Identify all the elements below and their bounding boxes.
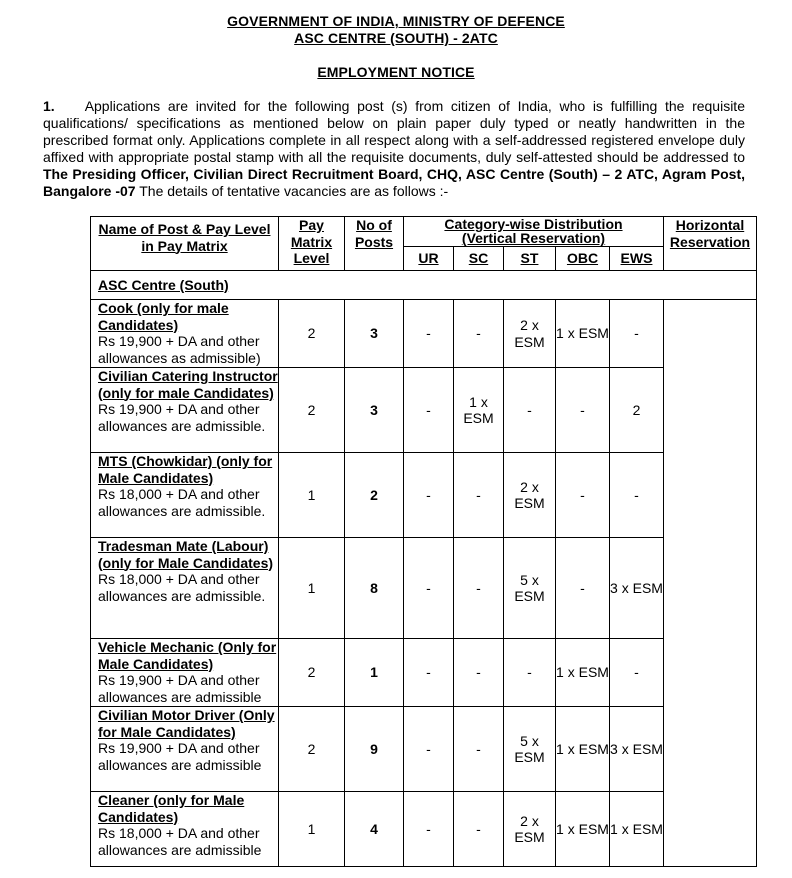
obc-value: 1 x ESM — [556, 639, 610, 707]
post-cell — [91, 368, 279, 453]
post-pay-desc: Rs 18,000 + DA and other allowances are admissible — [98, 825, 262, 858]
table-row — [91, 639, 757, 707]
header-post-name: Name of Post & Pay Level in Pay Matrix — [91, 217, 279, 271]
ews-value: - — [610, 300, 664, 368]
post-name: Tradesman Mate (Labour) (only for Male Candidates) — [98, 538, 274, 571]
sc-value: - — [454, 639, 504, 707]
obc-value: 1 x ESM — [556, 792, 610, 867]
sc-value: - — [454, 300, 504, 368]
ur-value: - — [404, 792, 454, 867]
table-row — [91, 300, 757, 368]
pay-level: 2 — [279, 368, 345, 453]
posts-count: 8 — [345, 538, 404, 639]
pay-level: 1 — [279, 538, 345, 639]
ur-value: - — [404, 368, 454, 453]
obc-value: - — [556, 538, 610, 639]
post-pay-desc: Rs 18,000 + DA and other allowances are admissible. — [98, 486, 266, 519]
st-value: - — [504, 368, 556, 453]
post-pay-desc: Rs 19,900 + DA and other allowances are admissible — [98, 672, 262, 705]
posts-count: 3 — [345, 368, 404, 453]
header-category-line1: Category-wise Distribution — [444, 216, 623, 232]
intro-text-end: The details of tentative vacancies are as follows :- — [135, 183, 449, 199]
st-value: 5 x ESM — [504, 538, 556, 639]
header-category-line2: (Vertical Reservation) — [461, 230, 606, 246]
post-cell — [91, 300, 279, 368]
st-value: 5 x ESM — [504, 707, 556, 792]
address-text: The Presiding Officer, Civilian Direct Recruitment Board, CHQ, ASC Centre (South) – 2 ATC, Agram Post, Bangalore -07 — [43, 166, 745, 199]
post-name: MTS (Chowkidar) (only for Male Candidates) — [98, 453, 273, 486]
posts-count: 1 — [345, 639, 404, 707]
table-row — [91, 538, 757, 639]
intro-paragraph — [43, 98, 745, 200]
obc-value: - — [556, 368, 610, 453]
centre-heading: ASC CENTRE (SOUTH) - 2ATC — [294, 30, 498, 46]
ews-value: - — [610, 639, 664, 707]
post-cell — [91, 707, 279, 792]
st-value: 2 x ESM — [504, 453, 556, 538]
post-name: Vehicle Mechanic (Only for Male Candidates) — [98, 639, 277, 672]
table-row — [91, 453, 757, 538]
st-value: 2 x ESM — [504, 792, 556, 867]
table-row — [91, 368, 757, 453]
st-value: - — [504, 639, 556, 707]
section-asc-centre: ASC Centre (South) — [91, 271, 757, 300]
st-value: 2 x ESM — [504, 300, 556, 368]
post-pay-desc: Rs 18,000 + DA and other allowances are admissible. — [98, 571, 266, 604]
header-obc: OBC — [556, 247, 610, 271]
ur-value: - — [404, 453, 454, 538]
ews-value: 1 x ESM — [610, 792, 664, 867]
ur-value: - — [404, 707, 454, 792]
posts-count: 3 — [345, 300, 404, 368]
pay-level: 1 — [279, 453, 345, 538]
table-row — [91, 707, 757, 792]
ews-value: 3 x ESM — [610, 538, 664, 639]
post-cell — [91, 538, 279, 639]
pay-level: 2 — [279, 707, 345, 792]
ews-value: 2 — [610, 368, 664, 453]
post-pay-desc: Rs 19,900 + DA and other allowances as admissible) — [98, 333, 261, 366]
posts-count: 2 — [345, 453, 404, 538]
post-name: Civilian Motor Driver (Only for Male Candidates) — [98, 707, 275, 740]
post-pay-desc: Rs 19,900 + DA and other allowances are admissible. — [98, 401, 266, 434]
ur-value: - — [404, 639, 454, 707]
horizontal-reservation-cell — [664, 300, 757, 867]
paragraph-number: 1. — [43, 98, 55, 114]
ministry-heading: GOVERNMENT OF INDIA, MINISTRY OF DEFENCE — [227, 13, 565, 29]
header-pay-level: Pay Matrix Level — [279, 217, 345, 271]
posts-count: 4 — [345, 792, 404, 867]
header-ews: EWS — [610, 247, 664, 271]
header-st: ST — [504, 247, 556, 271]
header-ur: UR — [404, 247, 454, 271]
intro-text: Applications are invited for the following post (s) from citizen of India, who is fulfilling the requisite qualifications/ specifications as mentioned below on plain paper duly typed or neatly handwritten in the prescribed format only. Applications complete in all respect along with a self-addressed registered envelope duly affixed with appropriate postal stamp with all the requisite documents, duly self-attested should be addressed to — [43, 98, 745, 165]
ews-value: 3 x ESM — [610, 707, 664, 792]
post-cell — [91, 639, 279, 707]
pay-level: 2 — [279, 639, 345, 707]
pay-level: 1 — [279, 792, 345, 867]
posts-count: 9 — [345, 707, 404, 792]
obc-value: - — [556, 453, 610, 538]
post-pay-desc: Rs 19,900 + DA and other allowances are admissible — [98, 740, 262, 773]
sc-value: - — [454, 707, 504, 792]
table-row — [91, 792, 757, 867]
header-category-distribution — [404, 217, 664, 247]
ews-value: - — [610, 453, 664, 538]
notice-title: EMPLOYMENT NOTICE — [317, 64, 475, 80]
sc-value: - — [454, 453, 504, 538]
sc-value: 1 x ESM — [454, 368, 504, 453]
post-name: Civilian Catering Instructor (only for male Candidates) — [98, 368, 278, 401]
ur-value: - — [404, 538, 454, 639]
post-name: Cook (only for male Candidates) — [98, 300, 229, 333]
sc-value: - — [454, 792, 504, 867]
post-cell — [91, 453, 279, 538]
post-cell — [91, 792, 279, 867]
header-horizontal-reservation: Horizontal Reservation — [664, 217, 757, 271]
sc-value: - — [454, 538, 504, 639]
pay-level: 2 — [279, 300, 345, 368]
vacancy-table — [90, 216, 757, 867]
obc-value: 1 x ESM — [556, 707, 610, 792]
header-no-of-posts: No of Posts — [345, 217, 404, 271]
obc-value: 1 x ESM — [556, 300, 610, 368]
post-name: Cleaner (only for Male Candidates) — [98, 792, 245, 825]
ur-value: - — [404, 300, 454, 368]
header-sc: SC — [454, 247, 504, 271]
